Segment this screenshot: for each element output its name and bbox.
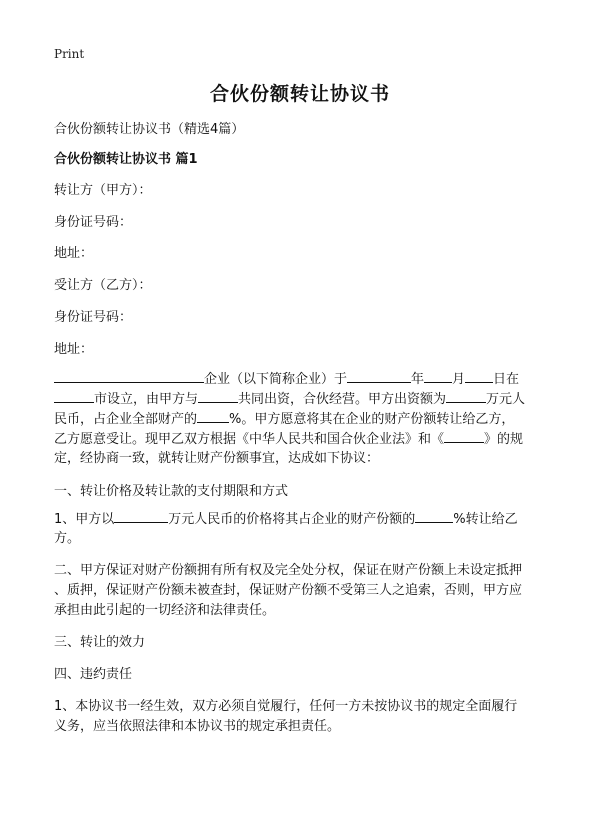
id-number-label-1: 身份证号码： <box>54 215 133 230</box>
item-two-line: 、质押，保证财产份额未被查封，保证财产份额不受第三人之追索，否则，甲方应 <box>54 583 523 598</box>
blank-amount <box>446 388 486 403</box>
text: 企业（以下简称企业）于 <box>204 372 348 387</box>
item-four-line: 义务，应当依照法律和本协议书的规定承担责任。 <box>54 719 341 734</box>
item-four-line: 1、本协议书一经生效，双方必须自觉履行，任何一方未按协议书的规定全面履行 <box>54 699 518 714</box>
blank-month <box>424 368 452 383</box>
address-label-2: 地址： <box>54 342 94 357</box>
transferor-label: 转让方（甲方）： <box>54 183 152 198</box>
blank-year <box>347 368 411 383</box>
text: 月 <box>452 372 466 387</box>
text: 市设立，由甲方与 <box>94 392 199 407</box>
item-one-line: 方。 <box>54 531 81 546</box>
text: 1、甲方以 <box>54 512 115 527</box>
document-subtitle: 合伙份额转让协议书（精选4篇） <box>54 122 245 137</box>
document-title: 合伙份额转让协议书 <box>209 83 390 105</box>
text: 民币，占企业全部财产的 <box>54 412 198 427</box>
text: 》的规 <box>484 432 524 447</box>
item-one-line <box>54 508 518 531</box>
blank-share <box>415 508 453 523</box>
blank-day <box>465 368 493 383</box>
text: %转让给乙 <box>453 512 518 527</box>
blank-partner <box>198 388 238 403</box>
id-number-label-2: 身份证号码： <box>54 310 133 325</box>
text: 日在 <box>493 372 520 387</box>
text: %。甲方愿意将其在企业的财产份额转让给乙方， <box>229 412 515 427</box>
item-two-line: 二、甲方保证对财产份额拥有所有权及完全处分权，保证在财产份额上未设定抵押 <box>54 563 523 578</box>
paragraph-line: 定，经协商一致，就转让财产份额事宜，达成如下协议： <box>54 451 380 466</box>
item-two-line: 承担由此引起的一切经济和法律责任。 <box>54 603 276 618</box>
transferee-label: 受让方（乙方）： <box>54 278 152 293</box>
print-label[interactable]: Print <box>54 47 85 61</box>
heading-one: 一、转让价格及转让款的支付期限和方式 <box>54 484 289 499</box>
heading-three: 三、转让的效力 <box>54 635 146 650</box>
blank-percent <box>197 408 229 423</box>
text: 万元人 <box>486 392 526 407</box>
text: 万元人民币的价格将其占企业的财产份额的 <box>168 512 416 527</box>
blank-agreement <box>444 428 484 443</box>
section-heading: 合伙份额转让协议书 篇1 <box>54 152 198 167</box>
text: 乙方愿意受让。现甲乙双方根据《中华人民共和国合伙企业法》和《 <box>54 432 445 447</box>
text: 年 <box>411 372 425 387</box>
blank-city <box>54 388 94 403</box>
blank-enterprise <box>54 368 204 383</box>
heading-four: 四、违约责任 <box>54 667 133 682</box>
address-label-1: 地址： <box>54 246 94 261</box>
blank-price <box>114 508 168 523</box>
text: 共同出资，合伙经营。甲方出资额为 <box>238 392 447 407</box>
